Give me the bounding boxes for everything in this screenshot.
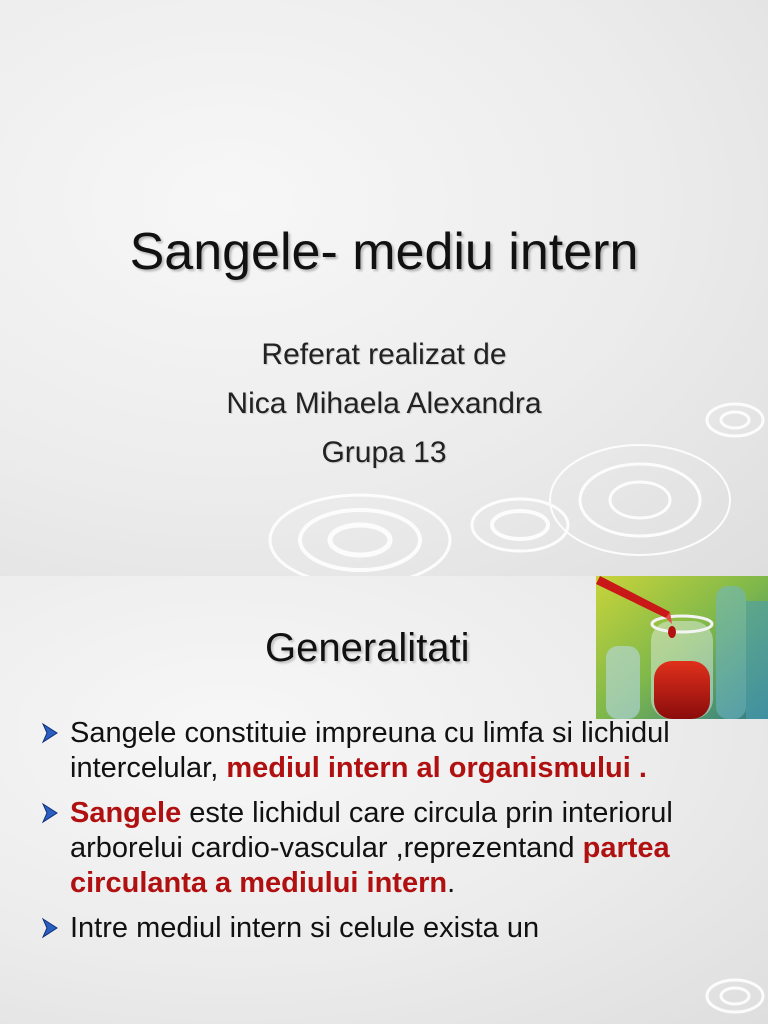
- arrow-bullet-icon: [40, 916, 60, 940]
- slide-title: Generalitati: [265, 626, 470, 670]
- bullet-item: [40, 796, 680, 901]
- bullet-list: [40, 716, 680, 956]
- arrow-bullet-icon: [40, 721, 60, 745]
- bullet-highlight: mediul intern al organismului .: [226, 752, 647, 784]
- bullet-highlight: partea circulanta a mediului intern: [70, 832, 670, 899]
- subtitle-line: Grupa 13: [321, 436, 447, 469]
- bullet-item: [40, 716, 680, 786]
- bullet-text: Intre mediul intern si celule exista un: [70, 912, 540, 944]
- bullet-text: este lichidul care circula prin interiorul arborelui cardio-vascular ,reprezentand: [70, 797, 673, 864]
- bullet-highlight: Sangele: [70, 797, 182, 829]
- subtitle-line: Nica Mihaela Alexandra: [226, 387, 542, 420]
- arrow-bullet-icon: [40, 801, 60, 825]
- test-tubes-photo: [596, 576, 768, 719]
- bullet-text: .: [447, 867, 456, 899]
- slide-subtitle: [0, 330, 768, 477]
- content-slide: [0, 576, 768, 1024]
- bullet-item: [40, 911, 680, 946]
- slide-title: Sangele- mediu intern: [129, 223, 639, 281]
- subtitle-line: Referat realizat de: [261, 338, 507, 371]
- bullet-text: Sangele constituie impreuna cu limfa si lichidul intercelular,: [70, 717, 670, 784]
